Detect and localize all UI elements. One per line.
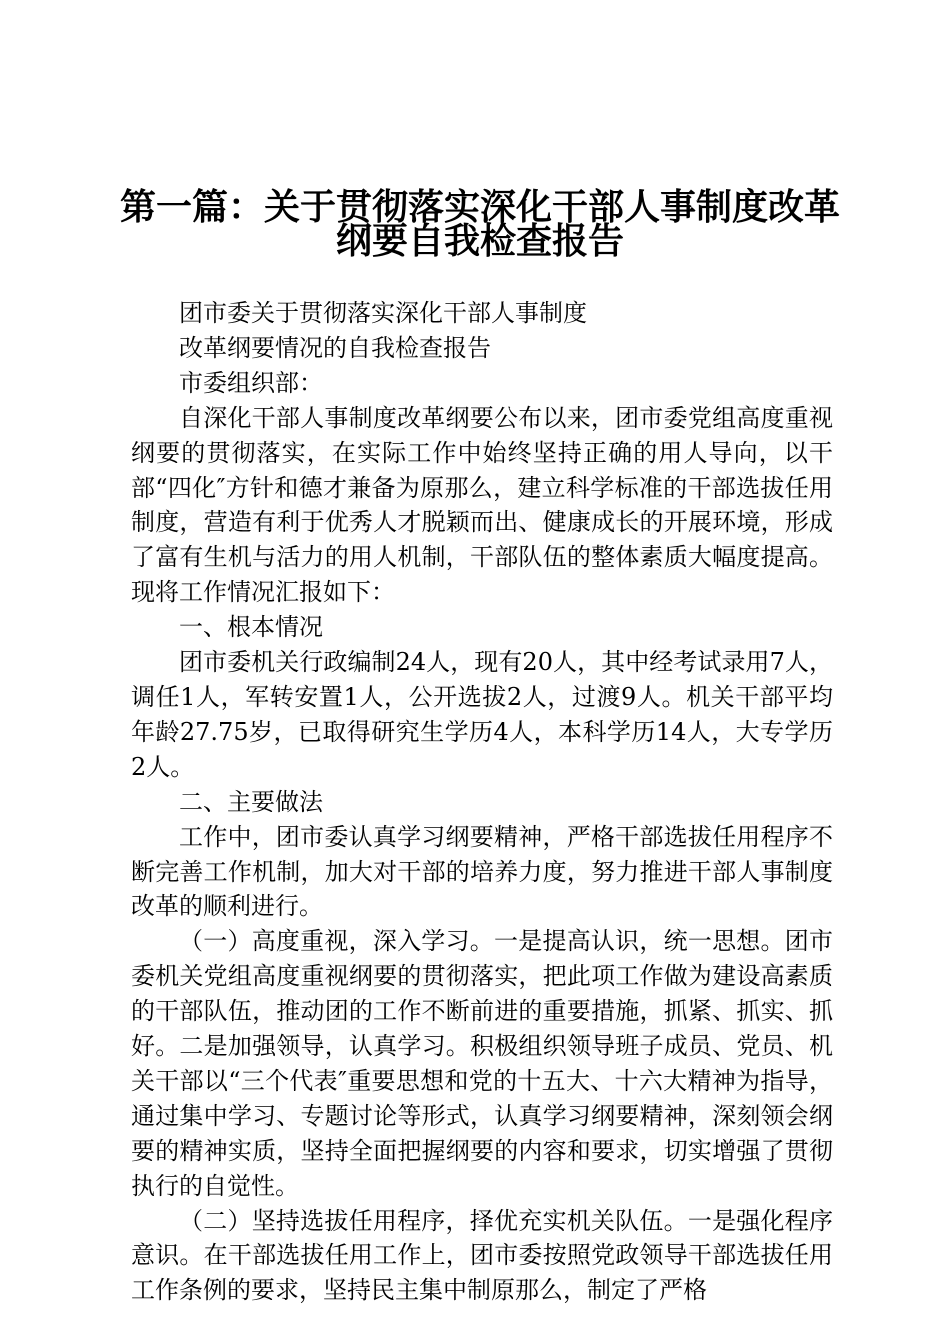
section-heading-basic: 一、根本情况 <box>179 613 323 642</box>
paragraph-heading-1: 团市委关于贯彻落实深化干部人事制度 <box>179 299 587 327</box>
paragraph-addressee: 市委组织部： <box>179 368 323 397</box>
paragraph-heading-2: 改革纲要情况的自我检查报告 <box>179 333 491 362</box>
document-title-line-1: 第一篇：关于贯彻落实深化干部人事制度改革 <box>119 187 840 228</box>
paragraph-item-2: （二）坚持选拔任用程序，择优充实机关队伍。一是强化程序意识。在干部选拔任用工作上，团市委按照党政领导干部选拔任用工作条例的要求，坚持民主集中制原那么，制定了严格 <box>131 1206 833 1305</box>
paragraph-practices-intro: 工作中，团市委认真学习纲要精神，严格干部选拔任用程序不断完善工作机制，加大对干部的培养力度，努力推进干部人事制度改革的顺利进行。 <box>131 822 833 921</box>
paragraph-basic-situation: 团市委机关行政编制24人，现有20人，其中经考试录用7人，调任1人，军转安置1人，公开选拔2人，过渡9人。机关干部平均年龄27.75岁，已取得研究生学历4人，本科学历14人，大专学历2人。 <box>131 648 833 781</box>
document-title-line-2: 纲要自我检查报告 <box>335 221 624 262</box>
paragraph-item-1: （一）高度重视，深入学习。一是提高认识，统一思想。团市委机关党组高度重视纲要的贯彻落实，把此项工作做为建设高素质的干部队伍，推动团的工作不断前进的重要措施，抓紧、抓实、抓好。二是加强领导，认真学习。积极组织领导班子成员、党员、机关干部以“三个代表″重要思想和党的十五大、十六大精神为指导，通过集中学习、专题讨论等形式，认真学习纲要精神，深刻领会纲要的精神实质，坚持全面把握纲要的内容和要求，切实增强了贯彻执行的自觉性。 <box>131 927 833 1200</box>
paragraph-intro: 自深化干部人事制度改革纲要公布以来，团市委党组高度重视纲要的贯彻落实，在实际工作中始终坚持正确的用人导向，以干部“四化″方针和德才兼备为原那么，建立科学标准的干部选拔任用制度，营造有利于优秀人才脱颖而出、健康成长的开展环境，形成了富有生机与活力的用人机制，干部队伍的整体素质大幅度提高。现将工作情况汇报如下： <box>131 403 833 607</box>
section-heading-practices: 二、主要做法 <box>179 787 323 816</box>
document-body <box>131 296 833 1308</box>
